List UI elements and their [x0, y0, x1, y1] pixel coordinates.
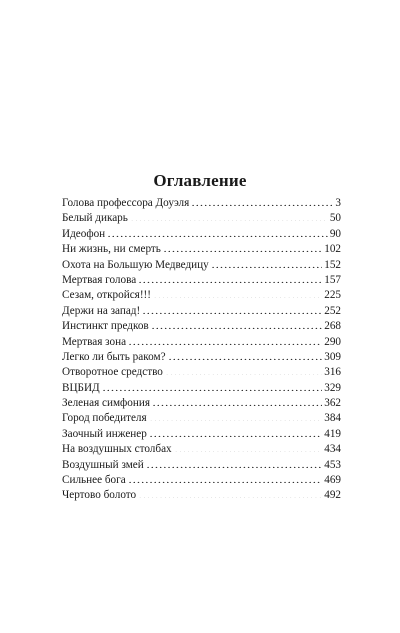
toc-entry	[62, 442, 341, 457]
toc-entry-title: Идеофон	[62, 227, 106, 240]
toc-entry	[62, 335, 341, 350]
dot-leader	[128, 335, 322, 345]
toc-entry-title: Город победителя	[62, 412, 147, 425]
dot-leader	[153, 288, 322, 298]
toc-entry	[62, 381, 341, 396]
dot-leader	[165, 365, 322, 375]
dot-leader	[130, 211, 328, 221]
toc-entry-page: 362	[324, 397, 341, 410]
dot-leader	[146, 458, 322, 468]
toc-entry-page: 419	[324, 427, 341, 440]
toc-entry-title: Сильнее бога	[62, 474, 126, 487]
toc-entry	[62, 227, 341, 242]
toc-entry	[62, 242, 341, 257]
toc-entry	[62, 411, 341, 426]
toc-list	[62, 196, 341, 504]
toc-entry-title: Мертвая голова	[62, 273, 137, 286]
toc-entry	[62, 288, 341, 303]
toc-entry-page: 434	[324, 443, 341, 456]
toc-entry-page: 50	[329, 212, 341, 225]
toc-entry-page: 384	[324, 412, 341, 425]
dot-leader	[149, 427, 322, 437]
toc-entry-title: Чертово болото	[62, 489, 137, 502]
dot-leader	[151, 319, 323, 329]
toc-entry-page: 309	[324, 350, 341, 363]
toc-entry-title: Легко ли быть раком?	[62, 350, 166, 363]
toc-entry	[62, 273, 341, 288]
toc-entry-title: ВЦБИД	[62, 381, 100, 394]
dot-leader	[142, 304, 322, 314]
toc-entry-page: 157	[324, 273, 341, 286]
toc-entry-title: Заочный инженер	[62, 427, 147, 440]
toc-entry-page: 152	[324, 258, 341, 271]
toc-entry-page: 329	[324, 381, 341, 394]
toc-entry	[62, 427, 341, 442]
toc-entry	[62, 304, 341, 319]
toc-entry	[62, 258, 341, 273]
dot-leader	[149, 411, 323, 421]
toc-entry-title: Мертвая зона	[62, 335, 127, 348]
dot-leader	[174, 442, 323, 452]
toc-entry-title: На воздушных столбах	[62, 443, 172, 456]
toc-entry-page: 225	[324, 289, 341, 302]
toc-entry-title: Зеленая симфония	[62, 397, 151, 410]
dot-leader	[128, 473, 323, 483]
toc-entry	[62, 365, 341, 380]
dot-leader	[138, 488, 322, 498]
toc-entry	[62, 196, 341, 211]
dot-leader	[168, 350, 323, 360]
toc-entry-title: Охота на Большую Медведицу	[62, 258, 209, 271]
dot-leader	[152, 396, 322, 406]
dot-leader	[163, 242, 322, 252]
toc-entry-title: Воздушный змей	[62, 458, 144, 471]
toc-entry-title: Отворотное средство	[62, 366, 163, 379]
toc-heading: Оглавление	[153, 171, 247, 190]
toc-entry-page: 268	[324, 320, 341, 333]
dot-leader	[102, 381, 323, 391]
toc-entry	[62, 488, 341, 503]
toc-entry-title: Сезам, откройся!!!	[62, 289, 151, 302]
dot-leader	[107, 227, 328, 237]
toc-entry-page: 453	[324, 458, 341, 471]
toc-entry-page: 102	[324, 243, 341, 256]
toc-entry	[62, 319, 341, 334]
toc-entry-page: 290	[324, 335, 341, 348]
toc-entry-title: Ни жизнь, ни смерть	[62, 243, 161, 256]
toc-entry-title: Держи на запад!	[62, 304, 141, 317]
toc-entry-page: 90	[329, 227, 341, 240]
toc-entry-title: Инстинкт предков	[62, 320, 149, 333]
toc-entry-page: 492	[324, 489, 341, 502]
toc-entry-title: Белый дикарь	[62, 212, 128, 225]
toc-entry	[62, 350, 341, 365]
toc-entry	[62, 458, 341, 473]
toc-entry	[62, 211, 341, 226]
toc-entry	[62, 396, 341, 411]
toc-entry-page: 469	[324, 474, 341, 487]
toc-entry-title: Голова профессора Доуэля	[62, 197, 190, 209]
dot-leader	[191, 196, 333, 206]
toc-entry-page: 316	[324, 366, 341, 379]
toc-entry-page: 252	[324, 304, 341, 317]
toc-entry	[62, 473, 341, 488]
toc-entry-page: 3	[335, 197, 341, 209]
dot-leader	[138, 273, 322, 283]
dot-leader	[211, 258, 322, 268]
